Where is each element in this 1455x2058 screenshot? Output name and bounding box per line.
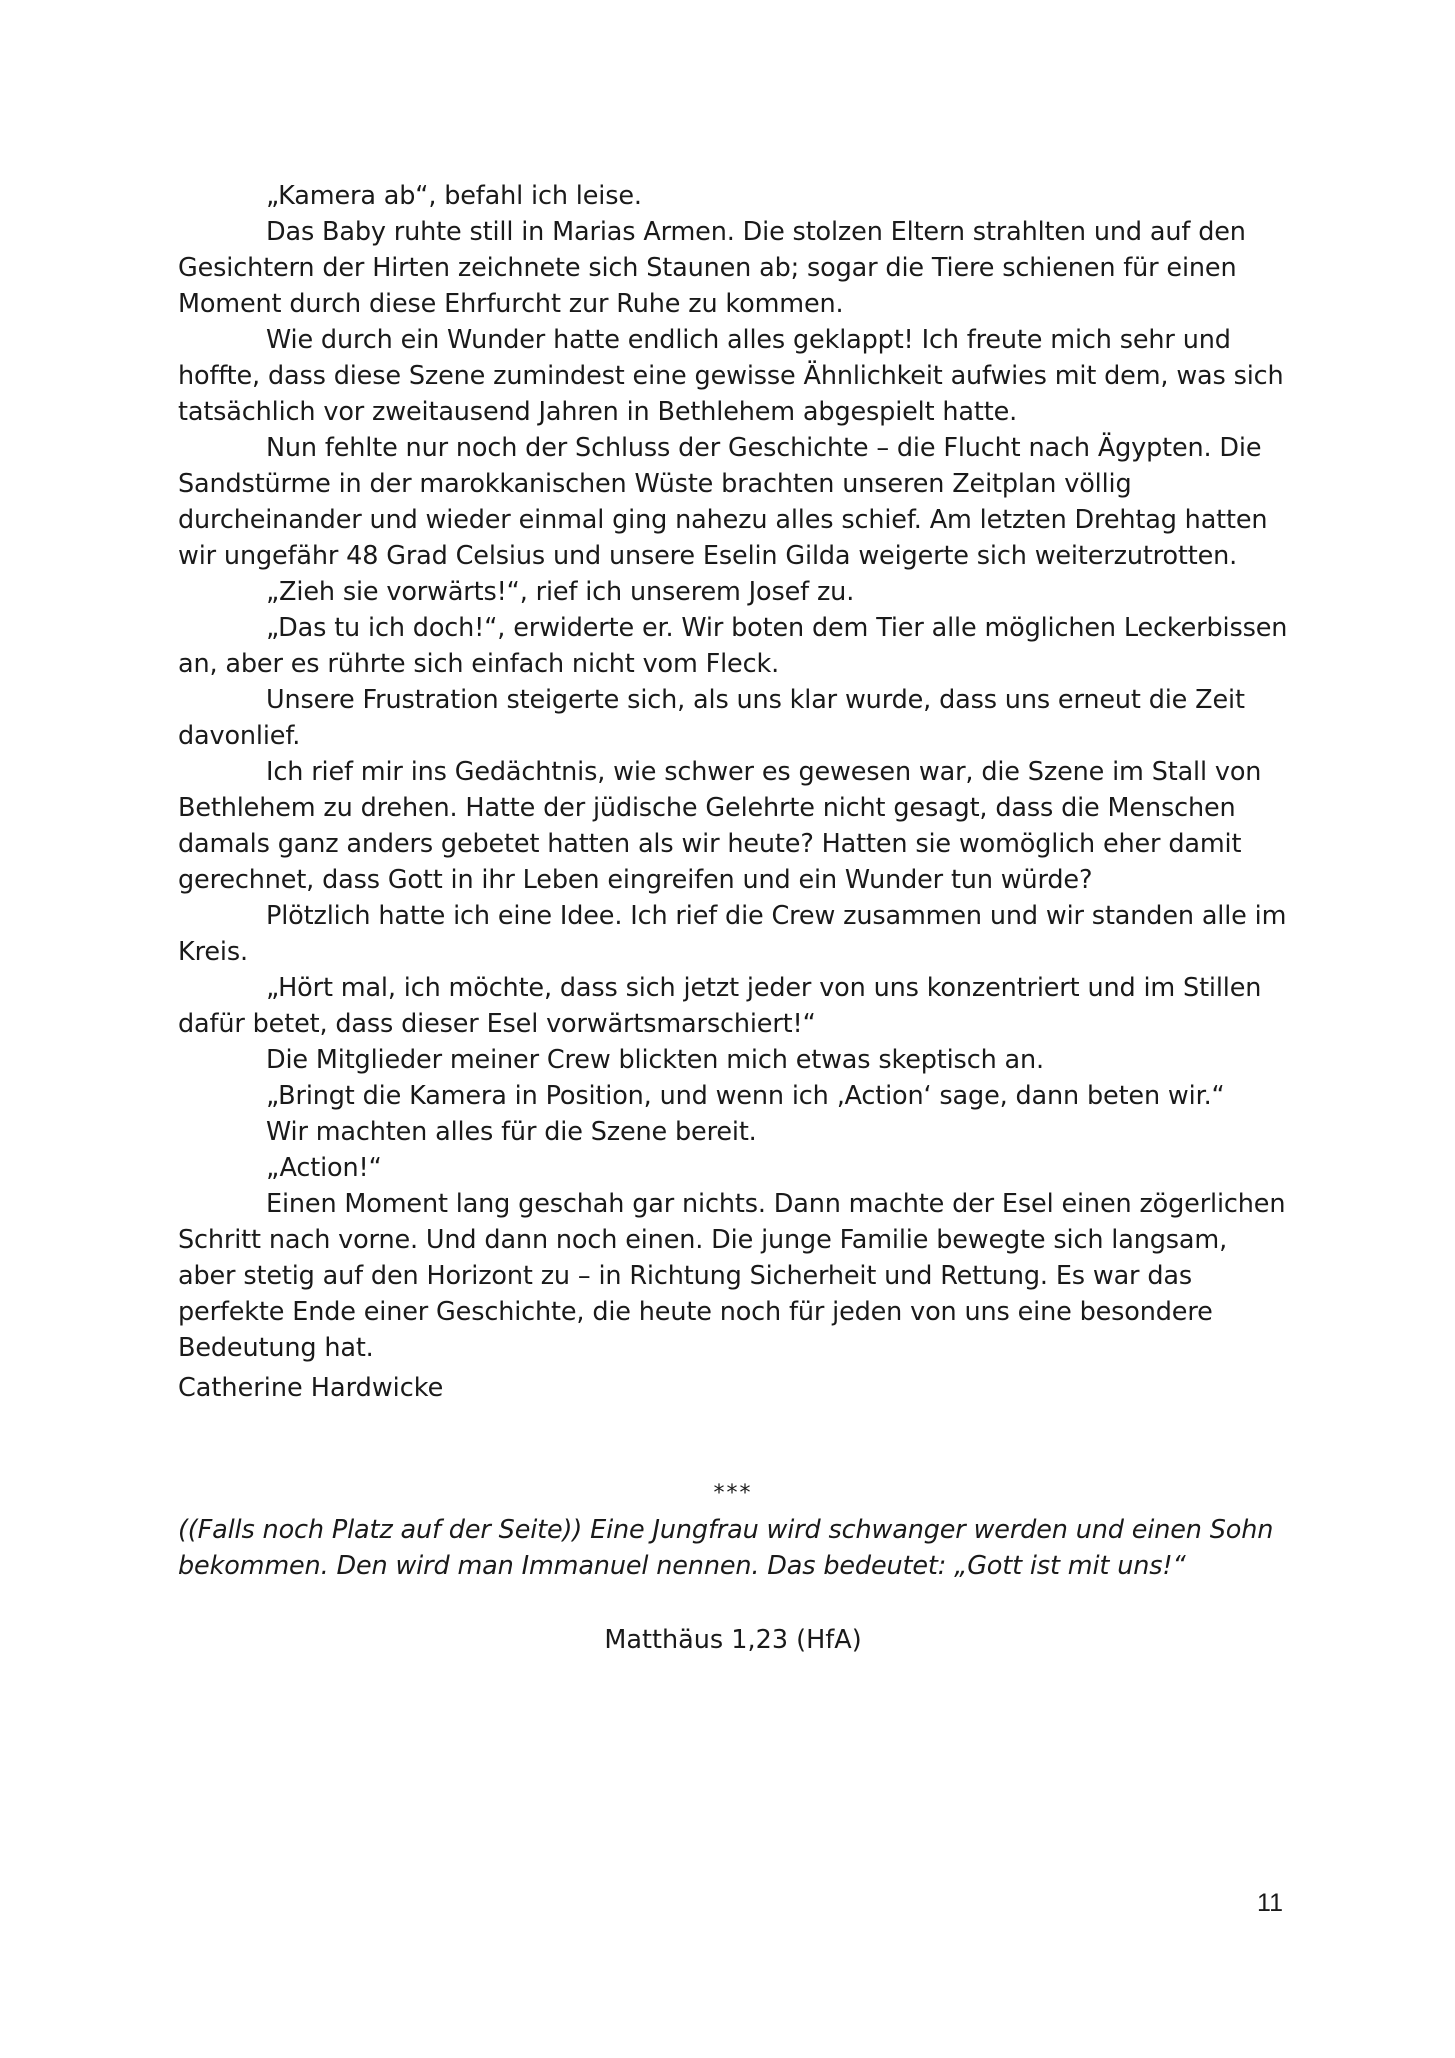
- paragraph: Ich rief mir ins Gedächtnis, wie schwer es gewesen war, die Szene im Stall von Bethlehem zu drehen. Hatte der jüdische Gelehrte nicht gesagt, dass die Menschen damals ganz anders gebetet hatten als wir heute? Hatten sie womöglich eher damit gerechnet, dass Gott in ihr Leben eingreifen und ein Wunder tun würde?: [178, 757, 1262, 895]
- paragraph: „Action!“: [266, 1153, 382, 1183]
- paragraph: Nun fehlte nur noch der Schluss der Geschichte – die Flucht nach Ägypten. Die Sandstürme in der marokkanischen Wüste brachten unseren Zeitplan völlig durcheinander und wieder einmal ging nahezu alles schief. Am letzten Drehtag hatten wir ungefähr 48 Grad Celsius und unsere Eselin Gilda weigerte sich weiterzutrotten.: [178, 433, 1268, 571]
- paragraph: „Das tu ich doch!“, erwiderte er. Wir boten dem Tier alle möglichen Leckerbissen an, aber es rührte sich einfach nicht vom Fleck.: [178, 613, 1288, 679]
- paragraph: „Hört mal, ich möchte, dass sich jetzt jeder von uns konzentriert und im Stillen dafür betet, dass dieser Esel vorwärtsmarschiert!“: [178, 973, 1262, 1039]
- bible-quote: ((Falls noch Platz auf der Seite)) Eine Jungfrau wird schwanger werden und einen Sohn bekommen. Den wird man Immanuel nennen. Das bedeutet: „Gott ist mit uns!“: [178, 1515, 1274, 1581]
- story-body: [178, 178, 1288, 1366]
- paragraph: Wir machten alles für die Szene bereit.: [266, 1117, 757, 1147]
- paragraph: Die Mitglieder meiner Crew blickten mich etwas skeptisch an.: [266, 1045, 1044, 1075]
- paragraph: „Zieh sie vorwärts!“, rief ich unserem Josef zu.: [266, 577, 855, 607]
- section-separator: ***: [713, 1481, 753, 1506]
- page-number: 11: [1257, 1889, 1283, 1917]
- author-name: Catherine Hardwicke: [178, 1373, 444, 1403]
- bible-reference: Matthäus 1,23 (HfA): [604, 1625, 862, 1655]
- paragraph: Wie durch ein Wunder hatte endlich alles geklappt! Ich freute mich sehr und hoffte, dass diese Szene zumindest eine gewisse Ähnlichkeit aufwies mit dem, was sich tatsächlich vor zweitausend Jahren in Bethlehem abgespielt hatte.: [178, 325, 1284, 427]
- paragraph: Unsere Frustration steigerte sich, als uns klar wurde, dass uns erneut die Zeit davonlief.: [178, 685, 1245, 751]
- paragraph: Einen Moment lang geschah gar nichts. Dann machte der Esel einen zögerlichen Schritt nach vorne. Und dann noch einen. Die junge Familie bewegte sich langsam, aber stetig auf den Horizont zu – in Richtung Sicherheit und Rettung. Es war das perfekte Ende einer Geschichte, die heute noch für jeden von uns eine besondere Bedeutung hat.: [178, 1189, 1286, 1363]
- paragraph: Plötzlich hatte ich eine Idee. Ich rief die Crew zusammen und wir standen alle im Kreis.: [178, 901, 1287, 967]
- paragraph: „Bringt die Kamera in Position, und wenn ich ‚Action‘ sage, dann beten wir.“: [266, 1081, 1225, 1111]
- paragraph: „Kamera ab“, befahl ich leise.: [266, 181, 642, 211]
- paragraph: Das Baby ruhte still in Marias Armen. Die stolzen Eltern strahlten und auf den Gesichtern der Hirten zeichnete sich Staunen ab; sogar die Tiere schienen für einen Moment durch diese Ehrfurcht zur Ruhe zu kommen.: [178, 217, 1246, 319]
